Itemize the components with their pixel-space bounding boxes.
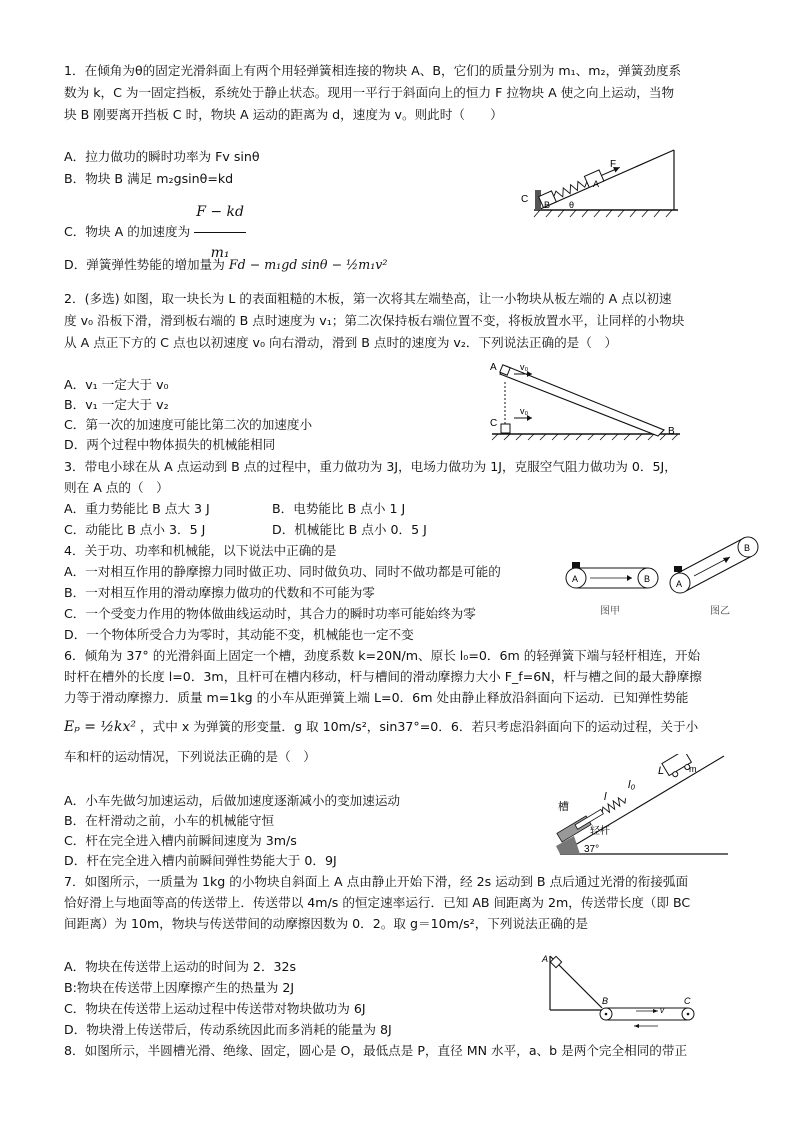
q1-figure (518, 146, 688, 220)
q3-option-d: D．机械能比 B 点小 0．5 J (272, 522, 427, 537)
q4-figure (560, 530, 770, 622)
q1-label-f: F (610, 159, 617, 170)
q2-label-a: A (490, 362, 497, 373)
q1-label-b: B (544, 200, 551, 210)
q6-stem-line4-text: ，式中 x 为弹簧的形变量．g 取 10m/s²，sin37°=0．6．若只考虑沿斜面向下的运动过程，关于小 (140, 719, 699, 734)
q7-label-b: B (602, 996, 609, 1006)
q6-option-b: B．在杆滑动之前，小车的机械能守恒 (64, 813, 275, 828)
q4-option-d: D．一个物体所受合力为零时，其动能不变，机械能也一定不变 (64, 627, 414, 642)
q1-spring (552, 178, 588, 200)
q7-stem-line3: 间距离）为 10m，物块与传送带间的动摩擦因数为 0．2。取 g＝10m/s²，下列说法正确的是 (64, 916, 589, 931)
q8-stem-line1: 8．如图所示，半圆槽光滑、绝缘、固定，圆心是 O，最低点是 P，直径 MN 水平，a、b 是两个完全相同的带正 (64, 1043, 688, 1058)
q2-board (500, 366, 664, 436)
q7-label-a: A (542, 954, 549, 964)
q6-label-l0: l₀ (628, 779, 636, 791)
q4-fig2-label-b: B (744, 543, 751, 553)
q2-option-b: B．v₁ 一定大于 v₂ (64, 397, 169, 412)
q6-figure (554, 754, 734, 858)
q3-option-c: C．动能比 B 点小 3．5 J (64, 522, 206, 537)
q7-option-a: A．物块在传送带上运动的时间为 2．32s (64, 959, 297, 974)
q1-label-c: C (521, 194, 529, 205)
q1-stem-line1: 1．在倾角为θ的固定光滑斜面上有两个用轻弹簧相连接的物块 A、B，它们的质量分别为 m₁、m₂，弹簧劲度系 (64, 63, 682, 78)
q2-stem-line2: 度 v₀ 沿板下滑，滑到板右端的 B 点时速度为 v₁；第二次保持板右端位置不变，将板放置水平，让同样的小物块 (64, 313, 685, 328)
q3-stem-line1: 3．带电小球在从 A 点运动到 B 点的过程中，重力做功为 3J，电场力做功为 1J，克服空气阻力做功为 0．5J， (64, 459, 677, 474)
q6-option-c: C．杆在完全进入槽内前瞬间速度为 3m/s (64, 833, 297, 848)
q6-energy-formula: Eₚ = ½kx² (64, 719, 137, 735)
q7-stem-line2: 恰好滑上与地面等高的传送带上．传送带以 4m/s 的恒定速率运行．已知 AB 间距离为 2m，传送带长度（即 BC (64, 895, 691, 910)
q4-figure-b (670, 537, 758, 617)
q3-option-a: A．重力势能比 B 点大 3 J (64, 501, 210, 516)
q1-option-d-expression: Fd − m₁gd sinθ − ½m₁v² (228, 257, 388, 272)
q4-fig2-label-a: A (676, 579, 683, 589)
q6-option-a: A．小车先做匀加速运动，后做加速度逐渐减小的变加速运动 (64, 793, 401, 808)
q4-fig1-label-b: B (644, 574, 651, 584)
q6-stem-line2: 时杆在槽外的长度 l=0．3m，且杆可在槽内移动，杆与槽间的滑动摩擦力大小 F_f=6N，杆与槽之间的最大静摩擦 (64, 669, 702, 684)
q2-label-c: C (490, 418, 498, 429)
q2-figure (480, 360, 694, 450)
q1-option-d (64, 256, 387, 274)
q4-option-a: A．一对相互作用的静摩擦力同时做正功、同时做负功、同时不做功都是可能的 (64, 564, 501, 579)
q4-figure-a (566, 562, 658, 617)
q7-stem-line1: 7．如图所示，一质量为 1kg 的小物块自斜面上 A 点由静止开始下滑，经 2s 运动到 B 点后通过光滑的衔接弧面 (64, 874, 689, 889)
q7-option-c: C．物块在传送带上运动过程中传送带对物块做功为 6J (64, 1001, 366, 1016)
q1-option-c-label: C．物块 A 的加速度为 (64, 224, 191, 239)
q6-label-cap-l: L (658, 765, 665, 777)
q1-stem-line2: 数为 k，C 为一固定挡板，系统处于静止状态。现用一平行于斜面向上的恒力 F 拉物块 A 使之向上运动，当物 (64, 85, 675, 100)
q1-label-a: A (593, 179, 600, 189)
q6-label-rod: 轻杆 (590, 826, 610, 837)
q6-stem-line1: 6．倾角为 37° 的光滑斜面上固定一个槽，劲度系数 k=20N/m、原长 l₀=0．6m 的轻弹簧下端与轻杆相连，开始 (64, 648, 701, 663)
q1-stem-line3: 块 B 刚要离开挡板 C 时，物块 A 运动的距离为 d，速度为 v。则此时（ ） (64, 107, 503, 122)
q7-label-c: C (684, 996, 691, 1006)
q2-option-c: C．第一次的加速度可能比第二次的加速度小 (64, 417, 313, 432)
q7-label-v: v (660, 1006, 664, 1015)
q2-label-v0-top: v₀ (520, 362, 529, 372)
q4-option-c: C．一个受变力作用的物体做曲线运动时，其合力的瞬时功率可能始终为零 (64, 606, 476, 621)
q4-caption-a: 图甲 (600, 606, 620, 617)
q2-label-v0-bottom: v₀ (520, 406, 529, 416)
q6-label-m: m (689, 764, 697, 774)
q2-label-b: B (668, 426, 675, 437)
q6-stem-line4 (64, 718, 698, 736)
q4-caption-b: 图乙 (710, 606, 730, 617)
q2-stem-line1: 2．(多选) 如图，取一块长为 L 的表面粗糙的木板，第一次将其左端垫高，让一小物块从板左端的 A 点以初速 (64, 291, 672, 306)
q4-stem: 4．关于功、功率和机械能，以下说法中正确的是 (64, 543, 337, 558)
q6-stem-line3: 力等于滑动摩擦力．质量 m=1kg 的小车从距弹簧上端 L=0．6m 处由静止释放沿斜面向下运动．已知弹性势能 (64, 690, 689, 705)
q6-option-d: D．杆在完全进入槽内前瞬间弹性势能大于 0．9J (64, 853, 337, 868)
q1-option-b: B．物块 B 满足 m₂gsinθ=kd (64, 171, 234, 186)
q2-option-a: A．v₁ 一定大于 v₀ (64, 377, 169, 392)
q1-label-theta: θ (569, 200, 575, 210)
q2-stem-line3: 从 A 点正下方的 C 点也以初速度 v₀ 向右滑动，滑到 B 点时的速度为 v₂．下列说法正确的是（ ） (64, 335, 618, 350)
q7-option-d: D．物块滑上传送带后，传动系统因此而多消耗的能量为 8J (64, 1022, 392, 1037)
q7-figure (540, 952, 720, 1032)
q2-option-d: D．两个过程中物体损失的机械能相同 (64, 437, 276, 452)
q3-option-b: B．电势能比 B 点小 1 J (272, 501, 406, 516)
q1-option-c-denominator: m₁ (210, 245, 230, 261)
q3-stem-line2: 则在 A 点的（ ） (64, 480, 169, 495)
q2-block-bottom (501, 424, 510, 433)
q1-option-a: A．拉力做功的瞬时功率为 Fv sinθ (64, 149, 260, 164)
q6-label-l: l (604, 791, 607, 803)
q6-label-angle: 37° (584, 844, 600, 855)
q6-label-slot: 槽 (558, 801, 569, 813)
q1-option-d-label: D．弹簧弹性势能的增加量为 (64, 257, 225, 272)
q6-stem-line5: 车和杆的运动情况，下列说法正确的是（ ） (64, 749, 316, 764)
q4-fig1-label-a: A (572, 574, 579, 584)
q4-option-b: B．一对相互作用的滑动摩擦力做功的代数和不可能为零 (64, 585, 375, 600)
q1-option-c-numerator: F − kd (194, 192, 246, 233)
q7-option-b: B:物块在传送带上因摩擦产生的热量为 2J (64, 980, 295, 995)
